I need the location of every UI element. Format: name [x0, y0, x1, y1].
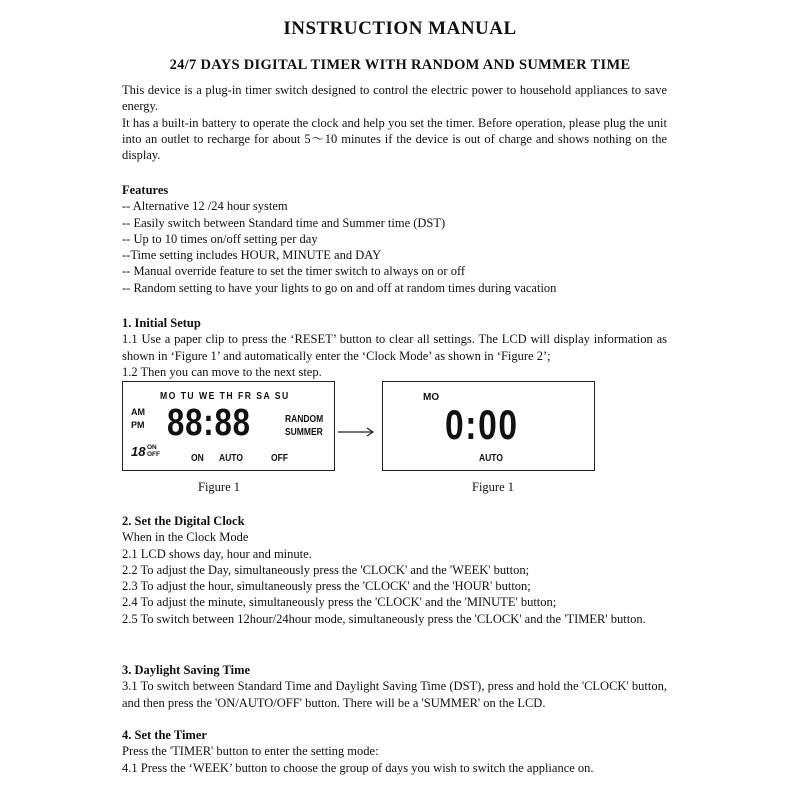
paragraph: 4.1 Press the ‘WEEK’ button to choose the group of days you wish to switch the appliance on.	[122, 760, 594, 775]
list-item: -- Alternative 12 /24 hour system	[122, 199, 288, 214]
digital-clock-section	[122, 513, 667, 627]
lcd-summer-indicator: SUMMER	[285, 427, 323, 438]
intro-paragraph: It has a built-in battery to operate the clock and help you set the timer. Before operation, please plug the unit into an outlet to recharge for about 5～10 minutes if the device is out of charge and shows nothing on the display.	[122, 115, 667, 163]
lcd-clock-digits: 0:00	[445, 401, 519, 448]
lcd-pm-indicator: PM	[131, 420, 145, 430]
lcd-days-row: MO TU WE TH FR SA SU	[160, 390, 290, 402]
paragraph: 1.2 Then you can move to the next step.	[122, 364, 322, 379]
arrow-right-icon	[338, 426, 376, 438]
lcd-figure-2	[382, 381, 595, 471]
paragraph: 1.1 Use a paper clip to press the ‘RESET’ button to clear all settings. The LCD will display information as shown in ‘Figure 1’ and automatically enter the ‘Clock Mode’ as shown in ‘Figure 2’;	[122, 332, 667, 363]
lcd-auto-label: AUTO	[219, 453, 243, 464]
lcd-on-off-stack	[147, 444, 160, 458]
lcd-am-indicator: AM	[131, 407, 145, 417]
paragraph: 2.4 To adjust the minute, simultaneously press the 'CLOCK' and the 'MINUTE' button;	[122, 595, 557, 610]
features-list	[122, 198, 667, 296]
lcd-random-indicator: RANDOM	[285, 414, 324, 425]
lcd-figure-1	[122, 381, 335, 471]
lcd-small-on: ON	[147, 444, 157, 451]
lcd-day-indicator: MO	[423, 392, 440, 403]
paragraph: 2.3 To adjust the hour, simultaneously press the 'CLOCK' and the 'HOUR' button;	[122, 579, 531, 594]
paragraph: 3.1 To switch between Standard Time and Daylight Saving Time (DST), press and hold the 'CLOCK' button, and then press the 'ON/AUTO/OFF' button. There will be a 'SUMMER' on the LCD.	[122, 679, 667, 710]
features-heading: Features	[122, 183, 169, 197]
daylight-heading: 3. Daylight Saving Time	[122, 663, 251, 677]
initial-setup-section	[122, 315, 667, 380]
paragraph: 2.2 To adjust the Day, simultaneously press the 'CLOCK' and the 'WEEK' button;	[122, 562, 530, 577]
lcd-small-off: OFF	[147, 451, 160, 458]
digital-clock-heading: 2. Set the Digital Clock	[122, 514, 245, 528]
initial-setup-heading: 1. Initial Setup	[122, 316, 201, 330]
list-item: -- Manual override feature to set the timer switch to always on or off	[122, 264, 466, 279]
intro-paragraph: This device is a plug-in timer switch designed to control the electric power to household appliances to save energy.	[122, 83, 667, 114]
timer-heading: 4. Set the Timer	[122, 728, 207, 742]
paragraph: 2.1 LCD shows day, hour and minute.	[122, 546, 312, 561]
page-subtitle: 24/7 DAYS DIGITAL TIMER WITH RANDOM AND SUMMER TIME	[169, 57, 631, 73]
paragraph: 2.5 To switch between 12hour/24hour mode, simultaneously press the 'CLOCK' and the 'TIMER' button.	[122, 611, 646, 626]
list-item: -- Random setting to have your lights to go on and off at random times during vacation	[122, 280, 557, 295]
paragraph: Press the 'TIMER' button to enter the setting mode:	[122, 744, 379, 759]
features-section	[122, 182, 667, 296]
lcd-off-label: OFF	[271, 453, 288, 464]
list-item: -- Easily switch between Standard time and Summer time (DST)	[122, 215, 446, 230]
figure-caption: Figure 1	[198, 480, 241, 494]
lcd-auto-label: AUTO	[479, 453, 503, 464]
lcd-program-number: 18	[131, 444, 146, 459]
list-item: --Time setting includes HOUR, MINUTE and DAY	[122, 248, 382, 263]
page-title: INSTRUCTION MANUAL	[283, 18, 517, 39]
lcd-segment-digits: 88:88	[167, 402, 251, 444]
lcd-on-label: ON	[191, 453, 204, 464]
intro-section	[122, 82, 667, 163]
paragraph: When in the Clock Mode	[122, 530, 249, 545]
figure-caption: Figure 1	[472, 480, 515, 494]
timer-section	[122, 727, 667, 776]
daylight-section	[122, 662, 667, 711]
list-item: -- Up to 10 times on/off setting per day	[122, 231, 318, 246]
